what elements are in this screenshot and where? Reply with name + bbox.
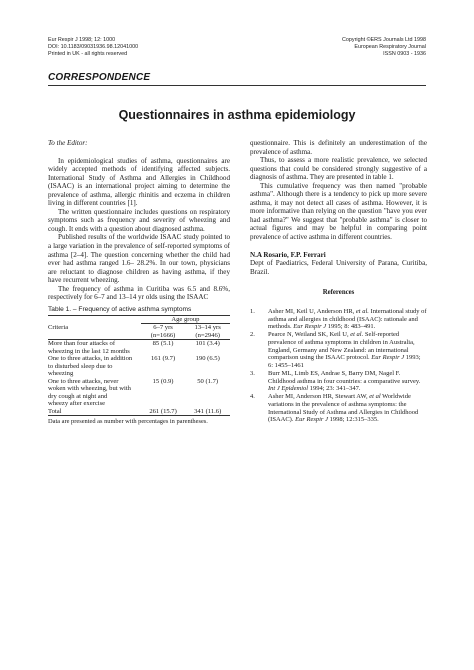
salutation: To the Editor: [48, 139, 88, 147]
criteria-header: Criteria [48, 324, 69, 332]
copyright-block [342, 37, 426, 57]
right-column [250, 139, 427, 424]
symptom-frequency-table [48, 315, 230, 417]
doi-line: DOI: 10.1183/09031936.98.12041000 [48, 43, 139, 50]
column-header: 13–14 yrs (n=2946) [194, 324, 221, 339]
table-cell: 261 (15.7) [149, 407, 177, 415]
table-cell: 50 (1.7) [197, 377, 219, 385]
printed-line: Printed in UK - all rights reserved [48, 50, 128, 57]
reference-item: 2. Pearce N, Weiland SK, Keil U, et al. Self-reported prevalence of asthma symptoms in children in Australia, England, Germany and New Zealand: an international comparison using the ISAAC protocol. Eur Respir J 1993; 6: 1455–1461 [250, 331, 421, 369]
age-group-header: Age group [141, 316, 230, 325]
copyright-line: Copyright ©ERS Journals Ltd 1998 [342, 37, 426, 43]
paragraph: The written questionnaire includes questions on respiratory symptoms such as frequency and severity of wheezing and cough. It ends with a question about diagnosed asthma. [48, 207, 230, 233]
reference-item: 4. Asher MI, Anderson HR, Stewart AW, et al Worldwide variations in the prevalence of asthma symptoms: the International Study of Asthma and Allergies in Childhood (ISAAC). Eur Respir J 1998; 12:315–335. [250, 393, 419, 424]
paragraph: The frequency of asthma in Curitiba was 6.5 and 8.6%, respectively for 6–7 and 13–14 yr olds using the ISAAC [48, 284, 230, 302]
reference-item: 1. Asher MI, Keil U, Anderson HR, et al. International study of asthma and allergies in childhood (ISAAC): rationale and methods. Eur Respir J 1995; 8: 483–491. [250, 307, 427, 331]
table-caption: Table 1. – Frequency of active asthma symptoms [48, 305, 192, 313]
author-names: N.A Rosario, F.P. Ferrari [250, 250, 326, 259]
paragraph: This cumulative frequency was then named "probable asthma". Although there is a tendency to pick up more severe asthma, it may not detect all cases of asthma. However, it is more informative than relying on the question "have you ever had asthma?" We suggest that "probable asthma" is closer to actual figures and may be helpful in comparing point prevalence of active asthma in different countries. [250, 181, 427, 242]
paragraph: questionnaire. This is definitely an underestimation of the prevalence of asthma. [250, 139, 427, 156]
table-cell: 101 (3.4) [195, 340, 220, 348]
left-column [48, 139, 230, 426]
author-affiliation: Dept of Paediatrics, Federal University of Parana, Curitiba, Brazil. [250, 259, 427, 276]
table-footnote: Data are presented as number with percentages in parentheses. [48, 418, 208, 426]
column-header: 6–7 yrs (n=1666) [150, 324, 176, 339]
reference-item: 3. Burr ML, Limb ES, Andrae S, Barry DM, Nagel F. Childhood asthma in four countries: a comparative survey. Int J Epidemiol 1994; 23: 341–347. [250, 369, 421, 393]
table-cell: 341 (11.6) [194, 407, 222, 415]
table-row: One to three attacks, in addition to disturbed sleep due to wheezing 161 (9.7) 190 (6.5) [48, 355, 230, 378]
paragraph: In epidemiological studies of asthma, questionnaires are widely accepted methods of identifying affected subjects. International Study of Asthma and Allergies in Childhood (ISAAC) is an international project aiming to determine the prevalence of asthma, allergic rhinitis and eczema in children living in different countries [1]. [48, 156, 230, 208]
table-total-row: Total 261 (15.7) 341 (11.6) [48, 408, 230, 416]
section-rule [48, 85, 426, 86]
paragraph: Published results of the worldwide ISAAC study pointed to a large variation in the prevalence of self-reported symptoms of asthma [2–4]. The question concerning whether the child had ever had asthma ranged 1.6– 28.2%. In our town, physicians are reluctant to diagnose children as having asthma, if they have recurrent wheezing. [48, 233, 230, 285]
references-heading: References [322, 289, 355, 297]
citation-line: Eur Respir J 1998; 12: 1000 [48, 37, 116, 43]
journal-name-line: European Respiratory Journal [354, 43, 426, 50]
paragraph: Thus, to assess a more realistic prevalence, we selected questions that could be considered strongly suggestive of a diagnosis of asthma. They are presented in table 1. [250, 156, 427, 182]
table-cell: 190 (6.5) [195, 355, 220, 363]
issn-line: ISSN 0903 - 1936 [383, 50, 426, 57]
journal-citation-block [48, 37, 138, 57]
section-heading: CORRESPONDENCE [48, 72, 151, 83]
table-row: More than four attacks of wheezing in the last 12 months 85 (5.1) 101 (3.4) [48, 340, 230, 356]
table-cell: 15 (0.9) [152, 377, 174, 385]
table-row: One to three attacks, never woken with wheezing, but with dry cough at night and wheezy after exercise 15 (0.9) 50 (1.7) [48, 378, 230, 408]
table-cell: 85 (5.1) [152, 340, 174, 348]
article-title: Questionnaires in asthma epidemiology [118, 108, 356, 122]
table-cell: 161 (9.7) [150, 355, 176, 363]
